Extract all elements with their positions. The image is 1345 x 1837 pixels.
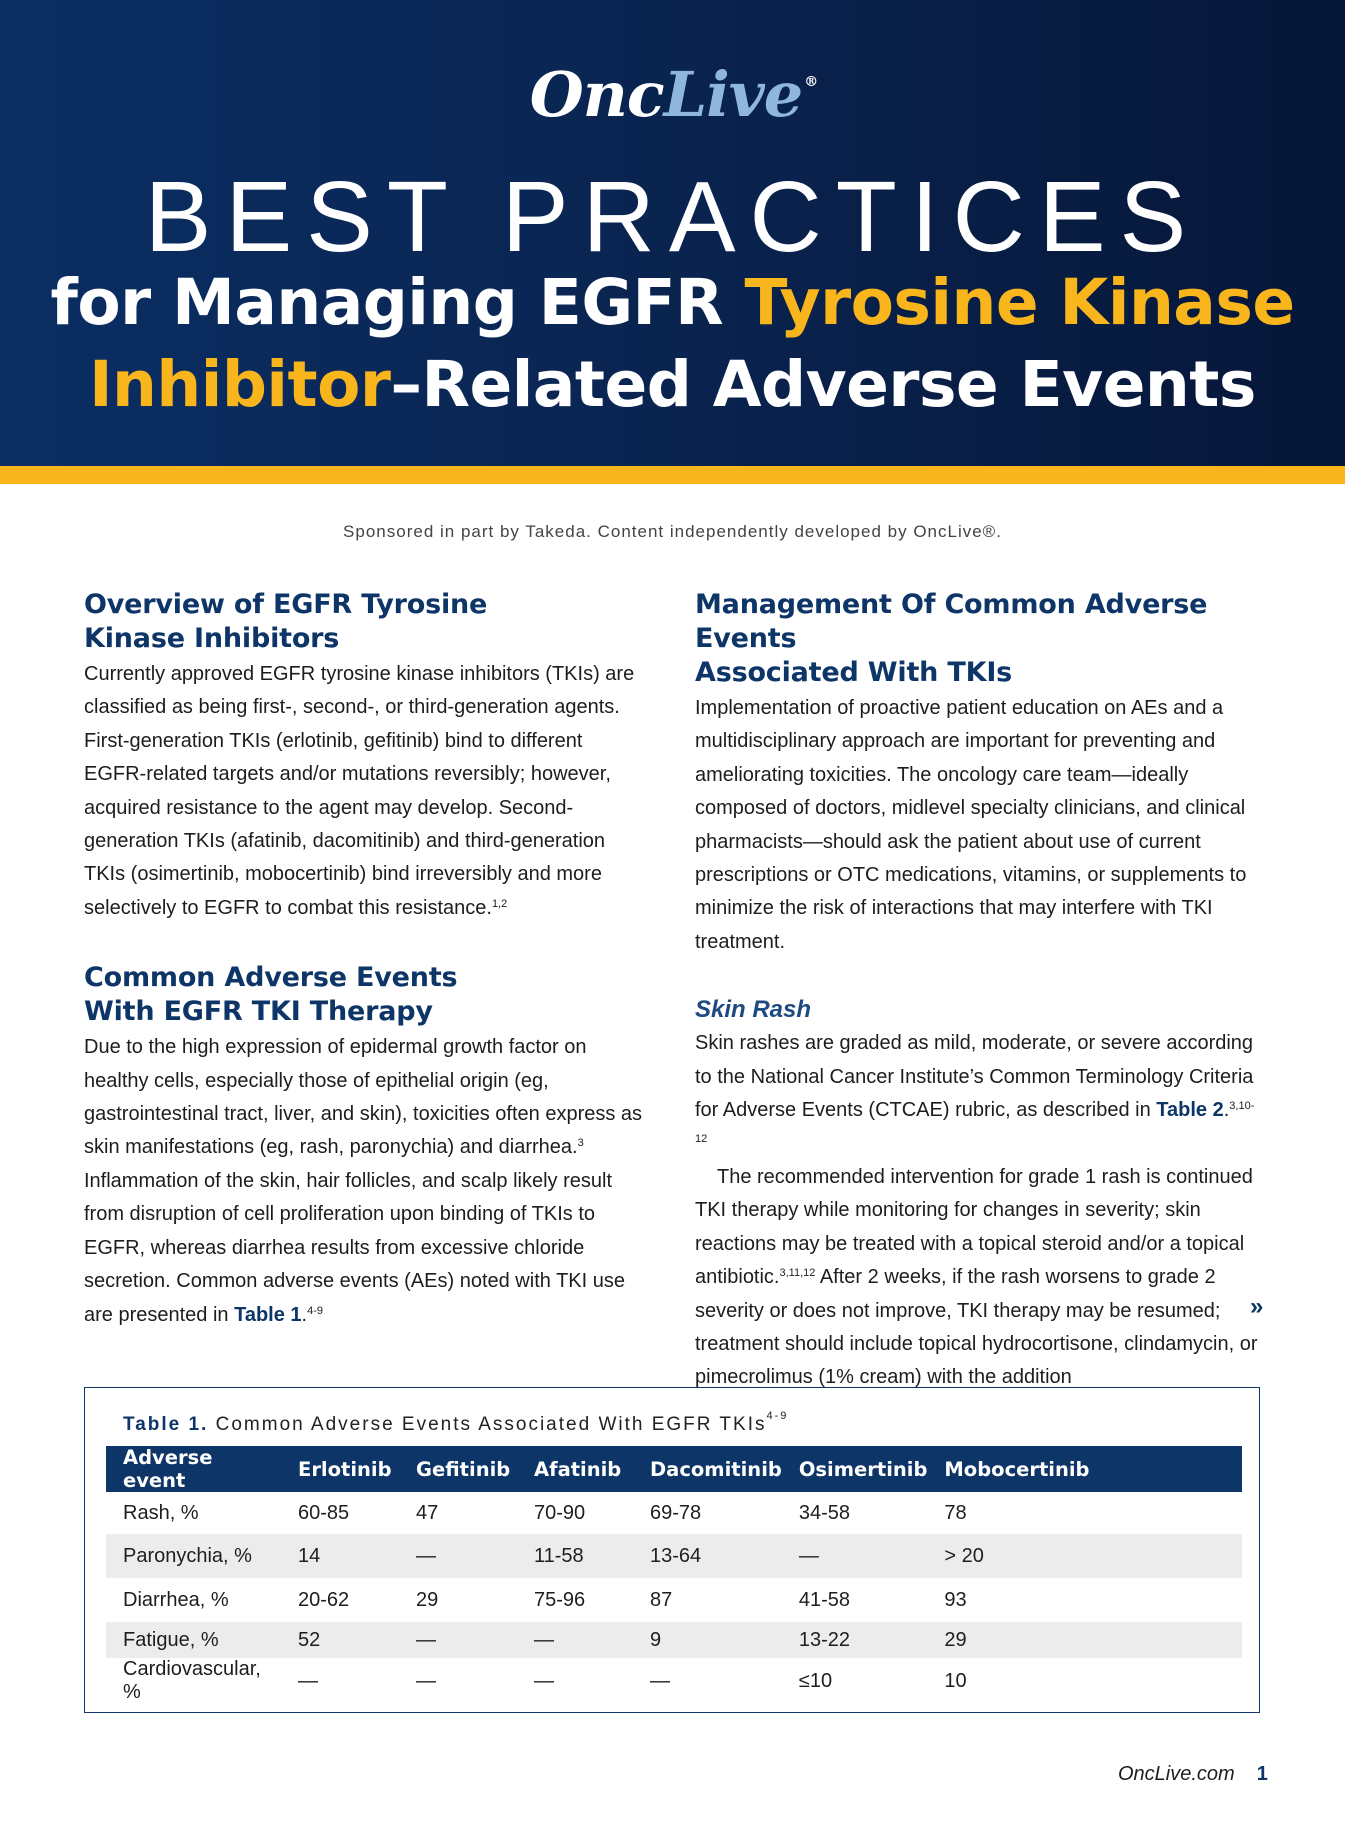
left-column: [84, 588, 644, 1332]
onclive-logo: OncLive ®: [529, 58, 818, 131]
table-cell: —: [298, 1669, 318, 1692]
header-banner: [0, 0, 1345, 466]
table-cell: 60-85: [298, 1501, 350, 1524]
right-column: [695, 588, 1265, 1395]
skin-rash-paragraph-1: Skin rashes are graded as mild, moderate, or severe according to the National Cancer Institute’s Common Terminology Criteria for Adverse Events (CTCAE) rubric, as described in Table 2.$^{3,10-12}$: [695, 1032, 1255, 1146]
table-cell: 9: [633, 1622, 782, 1658]
table-cell: 29: [927, 1622, 1242, 1658]
footer-site-link[interactable]: OncLive.com: [1118, 1763, 1235, 1785]
table-cell: Paronychia, %: [106, 1534, 281, 1578]
table-cell: 13-64: [633, 1534, 782, 1578]
col-header: Dacomitinib: [633, 1446, 782, 1492]
table-cell: —: [650, 1669, 670, 1692]
table-cell: 34-58: [798, 1501, 850, 1524]
table-cell: Fatigue, %: [106, 1622, 281, 1658]
col-header: Gefitinib: [399, 1446, 517, 1492]
col-header: Mobocertinib: [927, 1446, 1242, 1492]
table-1-caption: Table 1. Common Adverse Events Associated With EGFR TKIs$^{4-9}$: [123, 1410, 789, 1435]
continued-arrow-icon[interactable]: »: [1250, 1293, 1264, 1320]
table-cell: Diarrhea, %: [123, 1588, 229, 1611]
table-cell: 52: [281, 1622, 399, 1658]
col-header: Afatinib: [517, 1446, 633, 1492]
table-cell: 47: [416, 1501, 439, 1524]
table-cell: —: [517, 1622, 633, 1658]
gold-divider-stripe: [0, 466, 1345, 484]
table-row: [106, 1658, 1242, 1704]
table-cell: Rash, %: [123, 1501, 199, 1524]
skin-rash-heading: Skin Rash: [695, 996, 812, 1024]
table-cell: —: [416, 1669, 436, 1692]
skin-rash-paragraph-2: The recommended intervention for grade 1 rash is continued TKI therapy while monitoring for changes in severity; skin reactions may be treated with a topical steroid and/or a topical antibiotic.$^{3,11,12}$ After 2 weeks, if the rash worsens to grade 2 severity or does not improve, TKI therapy may be resumed; treatment should include topical hydrocortisone, clindamycin, or pimecrolimus (1% cream) with the addition: [695, 1165, 1258, 1389]
table-cell: Cardiovascular, %: [123, 1658, 261, 1703]
table-1-box: [84, 1387, 1260, 1713]
title-subtitle: for Managing EGFR Tyrosine Kinase Inhibitor–Related Adverse Events: [50, 266, 1295, 421]
overview-paragraph: Currently approved EGFR tyrosine kinase inhibitors (TKIs) are classified as being first-, second-, or third-generation agents. First-generation TKIs (erlotinib, gefitinib) bind to different EGFR-related targets and/or mutations reversibly; however, acquired resistance to the agent may develop. Second-generation TKIs (afatinib, dacomitinib) and third-generation TKIs (osimertinib, mobocertinib) bind irreversibly and more selectively to EGFR to combat this resistance.$^{1,2}$: [84, 663, 635, 919]
sponsor-note: Sponsored in part by Takeda. Content independently developed by OncLive®.: [343, 522, 1002, 541]
table-cell: 11-58: [517, 1534, 633, 1578]
table-cell: 13-22: [782, 1622, 928, 1658]
col-header: Adverse event: [106, 1446, 281, 1492]
table-cell: 41-58: [798, 1588, 850, 1611]
table-cell: 93: [944, 1588, 967, 1611]
overview-heading: Overview of EGFR Tyrosine Kinase Inhibitors: [84, 589, 488, 654]
table-row: [106, 1622, 1242, 1658]
common-ae-paragraph: Due to the high expression of epidermal growth factor on healthy cells, especially those of epithelial origin (eg, gastrointestinal tract, liver, and skin), toxicities often express as skin manifestations (eg, rash, paronychia) and diarrhea.$^3$ Inflammation of the skin, hair follicles, and scalp likely result from disruption of cell proliferation upon binding of TKIs to EGFR, whereas diarrhea results from excessive chloride secretion. Common adverse events (AEs) noted with TKI use are presented in Table 1.$^{4-9}$: [84, 1036, 643, 1326]
table-cell: 14: [281, 1534, 399, 1578]
table-row: [106, 1534, 1242, 1578]
table-cell: > 20: [927, 1534, 1242, 1578]
table-cell: 87: [650, 1588, 673, 1611]
table-1-link[interactable]: Table 1: [234, 1303, 302, 1326]
table-cell: 78: [944, 1501, 967, 1524]
table-cell: 70-90: [534, 1501, 586, 1524]
table-cell: —: [399, 1622, 517, 1658]
col-header: Erlotinib: [281, 1446, 399, 1492]
col-header: Osimertinib: [782, 1446, 928, 1492]
table-cell: 69-78: [650, 1501, 702, 1524]
table-cell: ≤10: [798, 1669, 833, 1692]
title-best-practices: BEST PRACTICES: [144, 161, 1201, 273]
table-cell: 10: [944, 1669, 967, 1692]
table-row: [106, 1492, 1242, 1534]
table-cell: 20-62: [298, 1588, 350, 1611]
adverse-events-table: [106, 1446, 1242, 1704]
management-paragraph: Implementation of proactive patient education on AEs and a multidisciplinary approach are important for preventing and ameliorating toxicities. The oncology care team—ideally composed of doctors, midlevel specialty clinicians, and clinical pharmacists—should ask the patient about use of current prescriptions or OTC medications, vitamins, or supplements to minimize the risk of interactions that may interfere with TKI treatment.: [695, 697, 1247, 953]
table-2-link[interactable]: Table 2: [1156, 1099, 1224, 1122]
table-cell: 29: [416, 1588, 439, 1611]
common-ae-heading: Common Adverse Events With EGFR TKI Therapy: [84, 962, 458, 1028]
table-cell: —: [399, 1534, 517, 1578]
page-footer: [1118, 1763, 1268, 1786]
page-number: 1: [1256, 1763, 1268, 1785]
table-header-row: [106, 1446, 1242, 1492]
table-cell: —: [782, 1534, 928, 1578]
table-row: [106, 1578, 1242, 1622]
management-heading: Management Of Common Adverse Events Associated With TKIs: [695, 589, 1208, 688]
table-cell: —: [534, 1669, 554, 1692]
table-cell: 75-96: [534, 1588, 586, 1611]
